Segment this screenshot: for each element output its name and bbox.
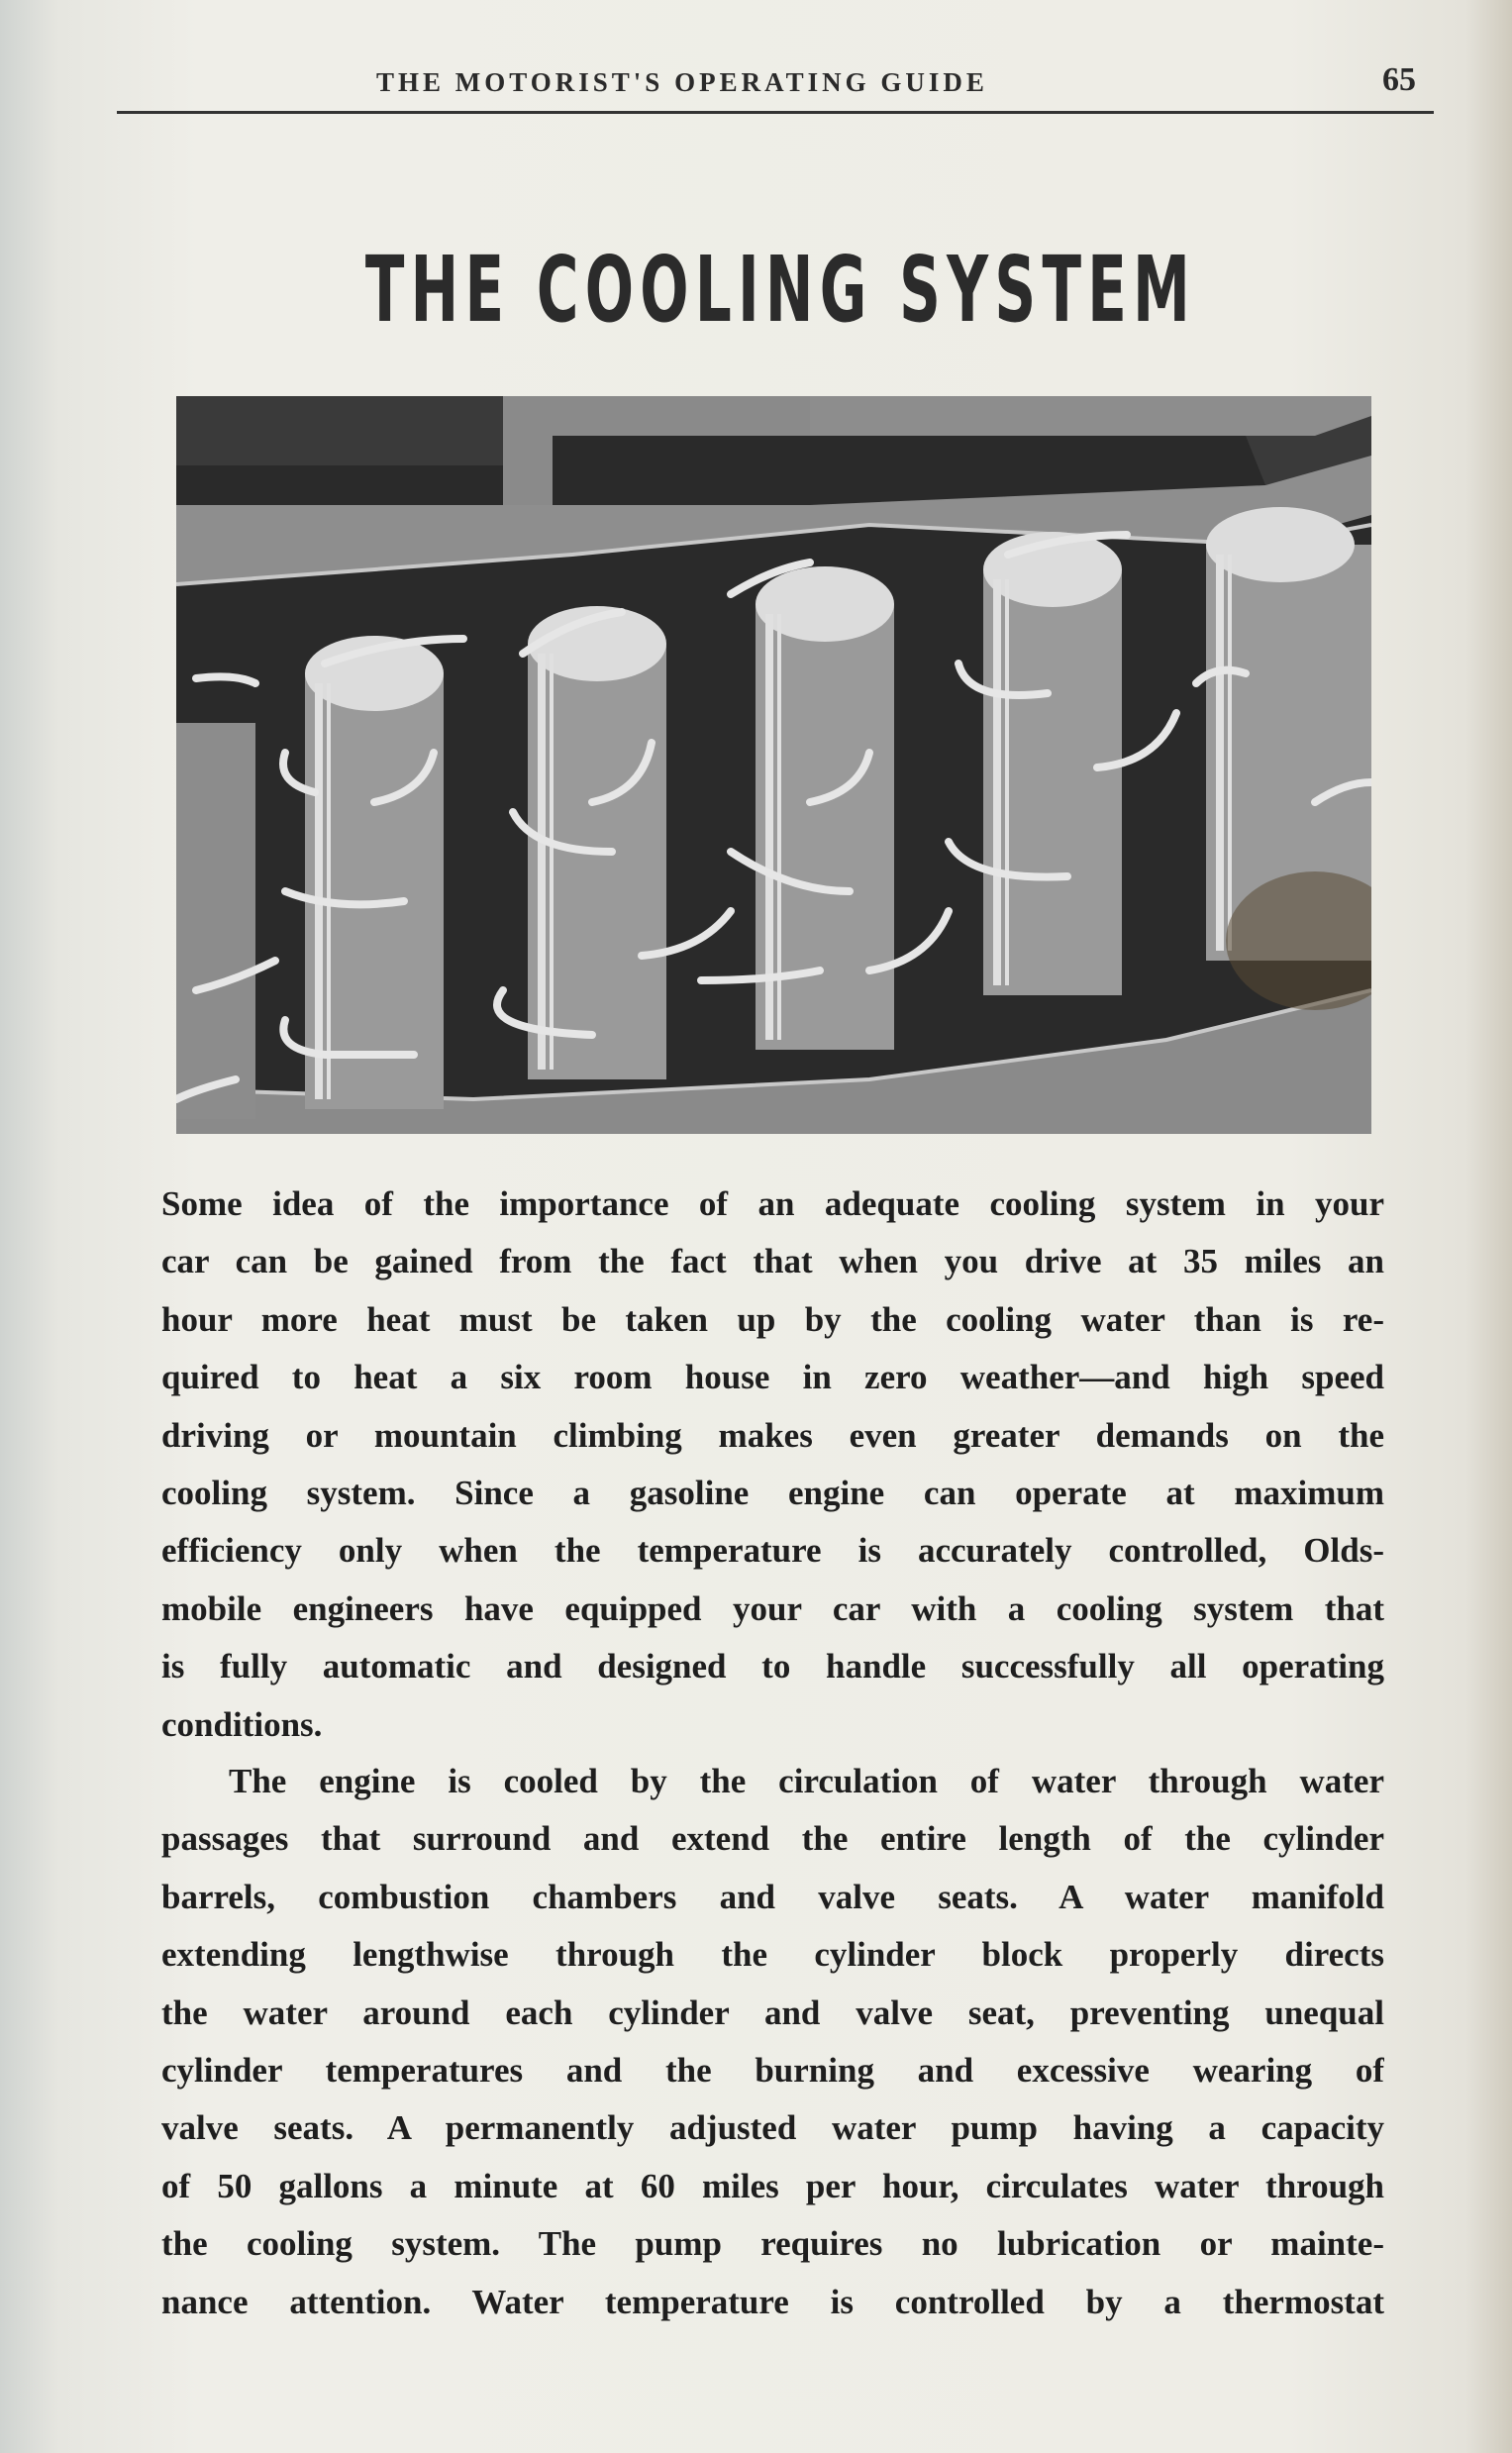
text-line: cooling system. Since a gasoline engine can operate at maximum	[161, 1473, 1384, 1512]
text-line: efficiency only when the temperature is accurately controlled, Olds-	[161, 1531, 1384, 1571]
paragraph-1	[161, 1175, 1384, 1754]
text-line: hour more heat must be taken up by the cooling water than is re-	[161, 1299, 1384, 1339]
page-number: 65	[1382, 61, 1416, 98]
text-line: the cooling system. The pump requires no lubrication or mainte-	[161, 2224, 1384, 2264]
text-line: passages that surround and extend the entire length of the cylinder	[161, 1819, 1384, 1859]
cooling-system-illustration	[176, 396, 1371, 1134]
text-line: cylinder temperatures and the burning and excessive wearing of	[161, 2050, 1384, 2090]
running-head: THE MOTORIST'S OPERATING GUIDE	[376, 67, 988, 97]
text-line: driving or mountain climbing makes even greater demands on the	[161, 1415, 1384, 1455]
text-line: valve seats. A permanently adjusted water pump having a capacity	[161, 2108, 1384, 2148]
text-line: The engine is cooled by the circulation of water through water	[229, 1762, 1384, 1800]
text-line: of 50 gallons a minute at 60 miles per hour, circulates water through	[161, 2166, 1384, 2205]
text-line: quired to heat a six room house in zero weather—and high speed	[161, 1358, 1384, 1397]
text-line: Some idea of the importance of an adequate cooling system in your	[161, 1184, 1384, 1223]
header-rule	[117, 111, 1434, 114]
text-line: nance attention. Water temperature is controlled by a thermostat	[161, 2282, 1384, 2321]
text-line: conditions.	[161, 1704, 323, 1744]
text-line: extending lengthwise through the cylinder block properly directs	[161, 1935, 1384, 1975]
text-line: the water around each cylinder and valve seat, preventing unequal	[161, 1993, 1384, 2032]
text-line: barrels, combustion chambers and valve seats. A water manifold	[161, 1877, 1384, 1916]
paragraph-2	[161, 1753, 1384, 2331]
page-title: THE COOLING SYSTEM	[364, 237, 1197, 343]
text-line: mobile engineers have equipped your car with a cooling system that	[161, 1588, 1384, 1628]
text-line: is fully automatic and designed to handle successfully all operating	[161, 1647, 1384, 1686]
text-line: car can be gained from the fact that when you drive at 35 miles an	[161, 1242, 1384, 1281]
